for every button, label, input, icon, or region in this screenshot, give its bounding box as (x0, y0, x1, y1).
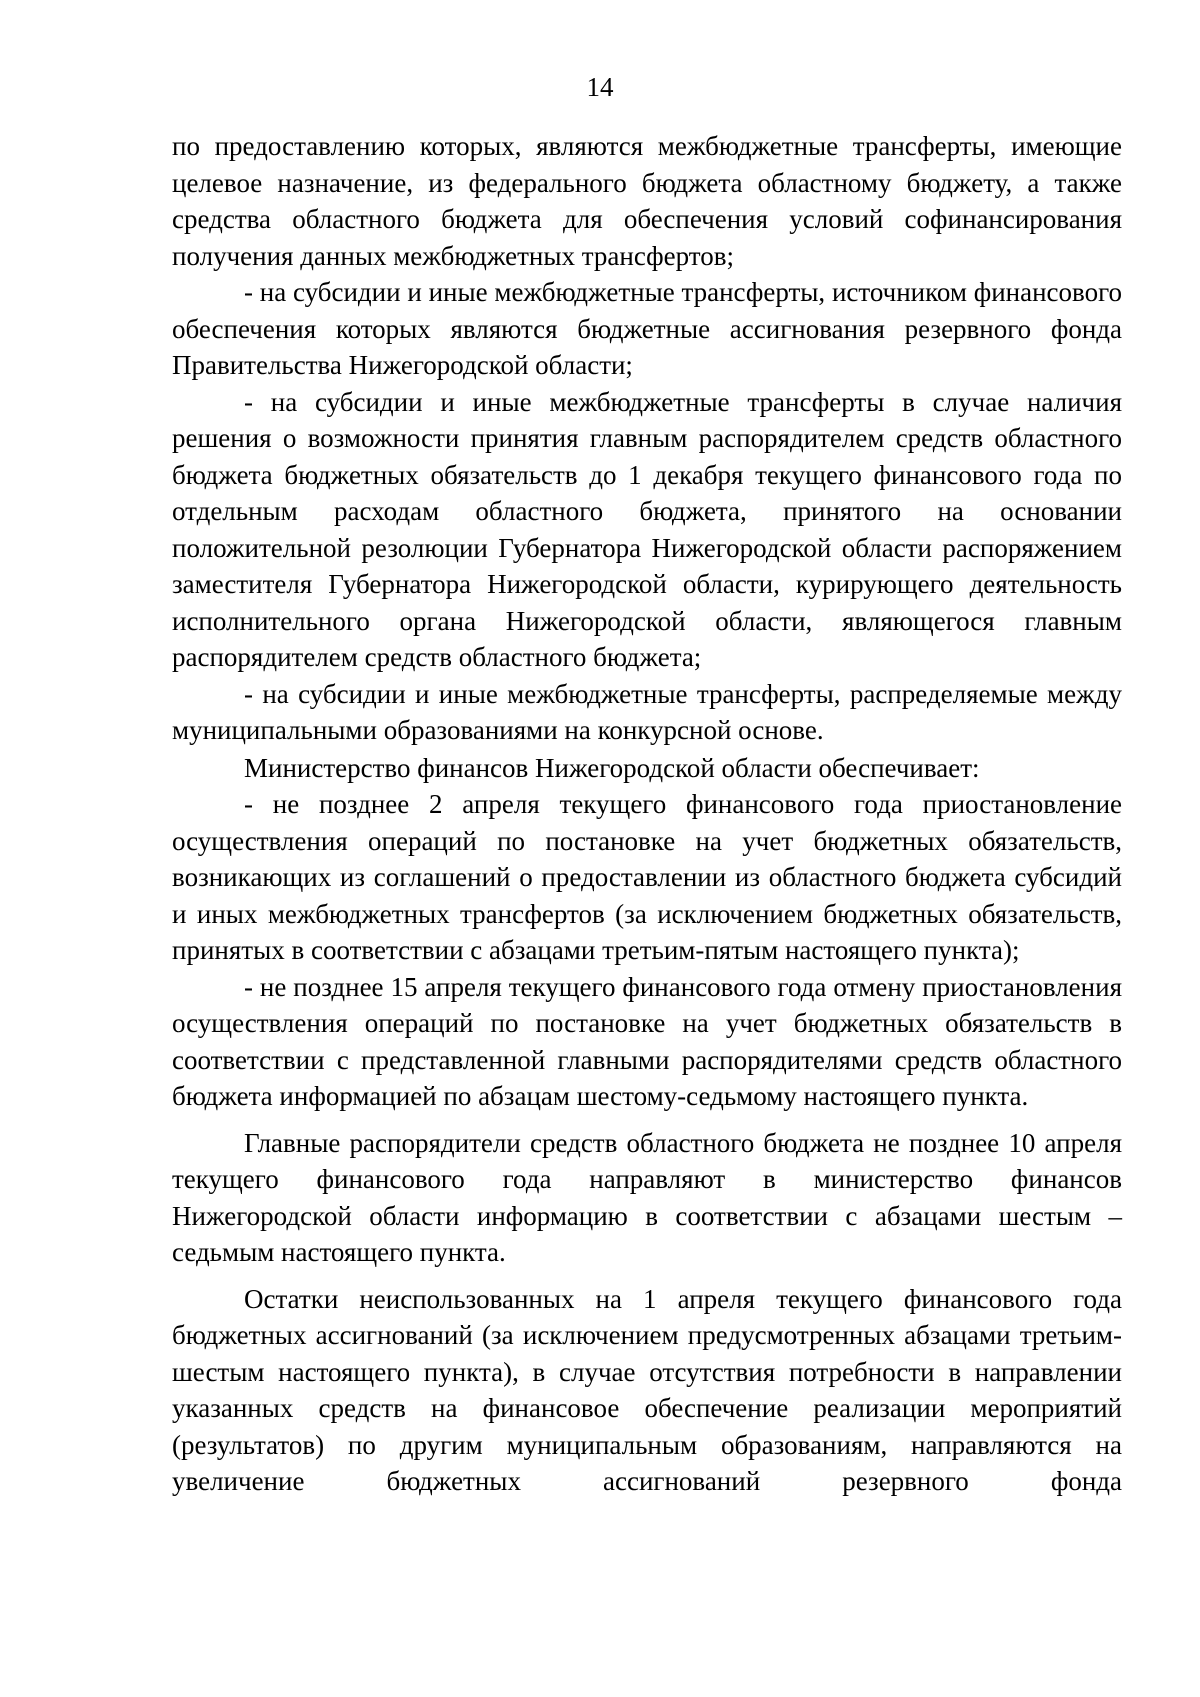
page-number: 14 (586, 72, 614, 102)
paragraph-december-obligations-item: - на субсидии и иные межбюджетные трансферты в случае наличия решения о возможности принятия главным распорядителем средств областного бюджета бюджетных обязательств до 1 декабря текущего финансового года по отдельным расходам областного бюджета, принятого на основании положительной резолюции Губернатора Нижегородской области распоряжением заместителя Губернатора Нижегородской области, курирующего деятельность исполнительного органа Нижегородской области, являющегося главным распорядителем средств областного бюджета; (172, 386, 1122, 672)
paragraph-ministry-provides: Министерство финансов Нижегородской области обеспечивает: (244, 752, 980, 783)
paragraph-unused-balances: Остатки неиспользованных на 1 апреля текущего финансового года бюджетных ассигнований (за исключением предусмотренных абзацами третьим-шестым настоящего пункта), в случае отсутствия потребности в направлении указанных средств на финансовое обеспечение реализации мероприятий (результатов) по другим муниципальным образованиям, направляются на увеличение бюджетных ассигнований резервного фонда (172, 1283, 1122, 1496)
paragraph-cancel-suspension-april-15: - не позднее 15 апреля текущего финансового года отмену приостановления осуществления операций по постановке на учет бюджетных обязательств в соответствии с представленной главными распорядителями средств областного бюджета информацией по абзацам шестому-седьмому настоящего пункта. (172, 971, 1122, 1111)
document-body (172, 128, 1122, 1500)
paragraph-suspension-april-2: - не позднее 2 апреля текущего финансового года приостановление осуществления операций по постановке на учет бюджетных обязательств, возникающих из соглашений о предоставлении из областного бюджета субсидий и иных межбюджетных трансфертов (за исключением бюджетных обязательств, принятых в соответствии с абзацами третьим-пятым настоящего пункта); (172, 789, 1122, 965)
paragraph-competitive-basis-item: - на субсидии и иные межбюджетные трансферты, распределяемые между муниципальными образованиями на конкурсной основе. (172, 678, 1122, 745)
paragraph-continuation: по предоставлению которых, являются межбюджетные трансферты, имеющие целевое назначение, из федерального бюджета областному бюджету, а также средства областного бюджета для обеспечения условий софинансирования получения данных межбюджетных трансфертов; (172, 131, 1122, 271)
paragraph-main-managers-april-10: Главные распорядители средств областного бюджета не позднее 10 апреля текущего финансового года направляют в министерство финансов Нижегородской области информацию в соответствии с абзацами шестым – седьмым настоящего пункта. (172, 1127, 1122, 1267)
paragraph-reserve-fund-item: - на субсидии и иные межбюджетные трансферты, источником финансового обеспечения которых являются бюджетные ассигнования резервного фонда Правительства Нижегородской области; (172, 277, 1122, 380)
